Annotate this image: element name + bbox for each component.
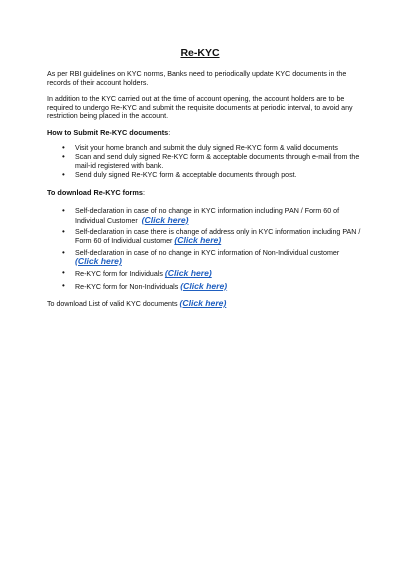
click-here-link-valid-documents[interactable]: (Click here) — [179, 298, 227, 308]
list-item: • Send duly signed Re-KYC form & acceptable documents through post. — [62, 171, 362, 180]
requirement-paragraph: In addition to the KYC carried out at the time of account opening, the account holders are to be required to undergo Re-KYC and submit the requisite documents at periodic interval, to avoid any restriction being placed in the account. — [47, 95, 353, 121]
click-here-link-no-change-individual[interactable]: (Click here) — [141, 214, 189, 225]
list-item: • Self-declaration in case of no change in KYC information of Non-Individual customer (Click here) — [62, 249, 362, 267]
submit-heading-colon: : — [168, 128, 171, 137]
valid-documents-line: To download List of valid KYC documents (Click here) — [47, 298, 227, 308]
list-item: • Self-declaration in case of no change in KYC information including PAN / Form 60 of Individual Customer (Click here) — [62, 207, 362, 225]
click-here-link-individual-form[interactable]: (Click here) — [164, 268, 212, 279]
submit-heading — [47, 128, 170, 137]
list-item: • Re-KYC form for Non-Individuals (Click here) — [62, 282, 362, 292]
click-here-link-address-change[interactable]: (Click here) — [174, 235, 222, 246]
download-heading-text: To download Re-KYC forms — [47, 188, 143, 197]
list-item: • Scan and send duly signed Re-KYC form & acceptable documents through e-mail from the mail-id registered with bank. — [62, 153, 362, 170]
click-here-link-non-individual-form[interactable]: (Click here) — [180, 280, 228, 291]
intro-paragraph: As per RBI guidelines on KYC norms, Banks need to periodically update KYC documents in the records of their account holders. — [47, 70, 347, 87]
download-heading-colon: : — [142, 188, 145, 197]
list-item: • Re-KYC form for Individuals (Click here) — [62, 269, 362, 279]
submit-heading-text: How to Submit Re-KYC documents — [47, 128, 169, 137]
download-heading — [47, 188, 145, 197]
click-here-link-non-individual-declaration[interactable]: (Click here) — [75, 256, 122, 267]
submit-methods-list — [62, 144, 362, 180]
page-title: Re-KYC — [180, 47, 220, 59]
list-item: • Self-declaration in case there is change of address only in KYC information including PAN / Form 60 of Individual customer (Click here) — [62, 228, 362, 246]
list-item: • Visit your home branch and submit the duly signed Re-KYC form & valid documents — [62, 144, 362, 153]
download-forms-list — [62, 207, 362, 294]
